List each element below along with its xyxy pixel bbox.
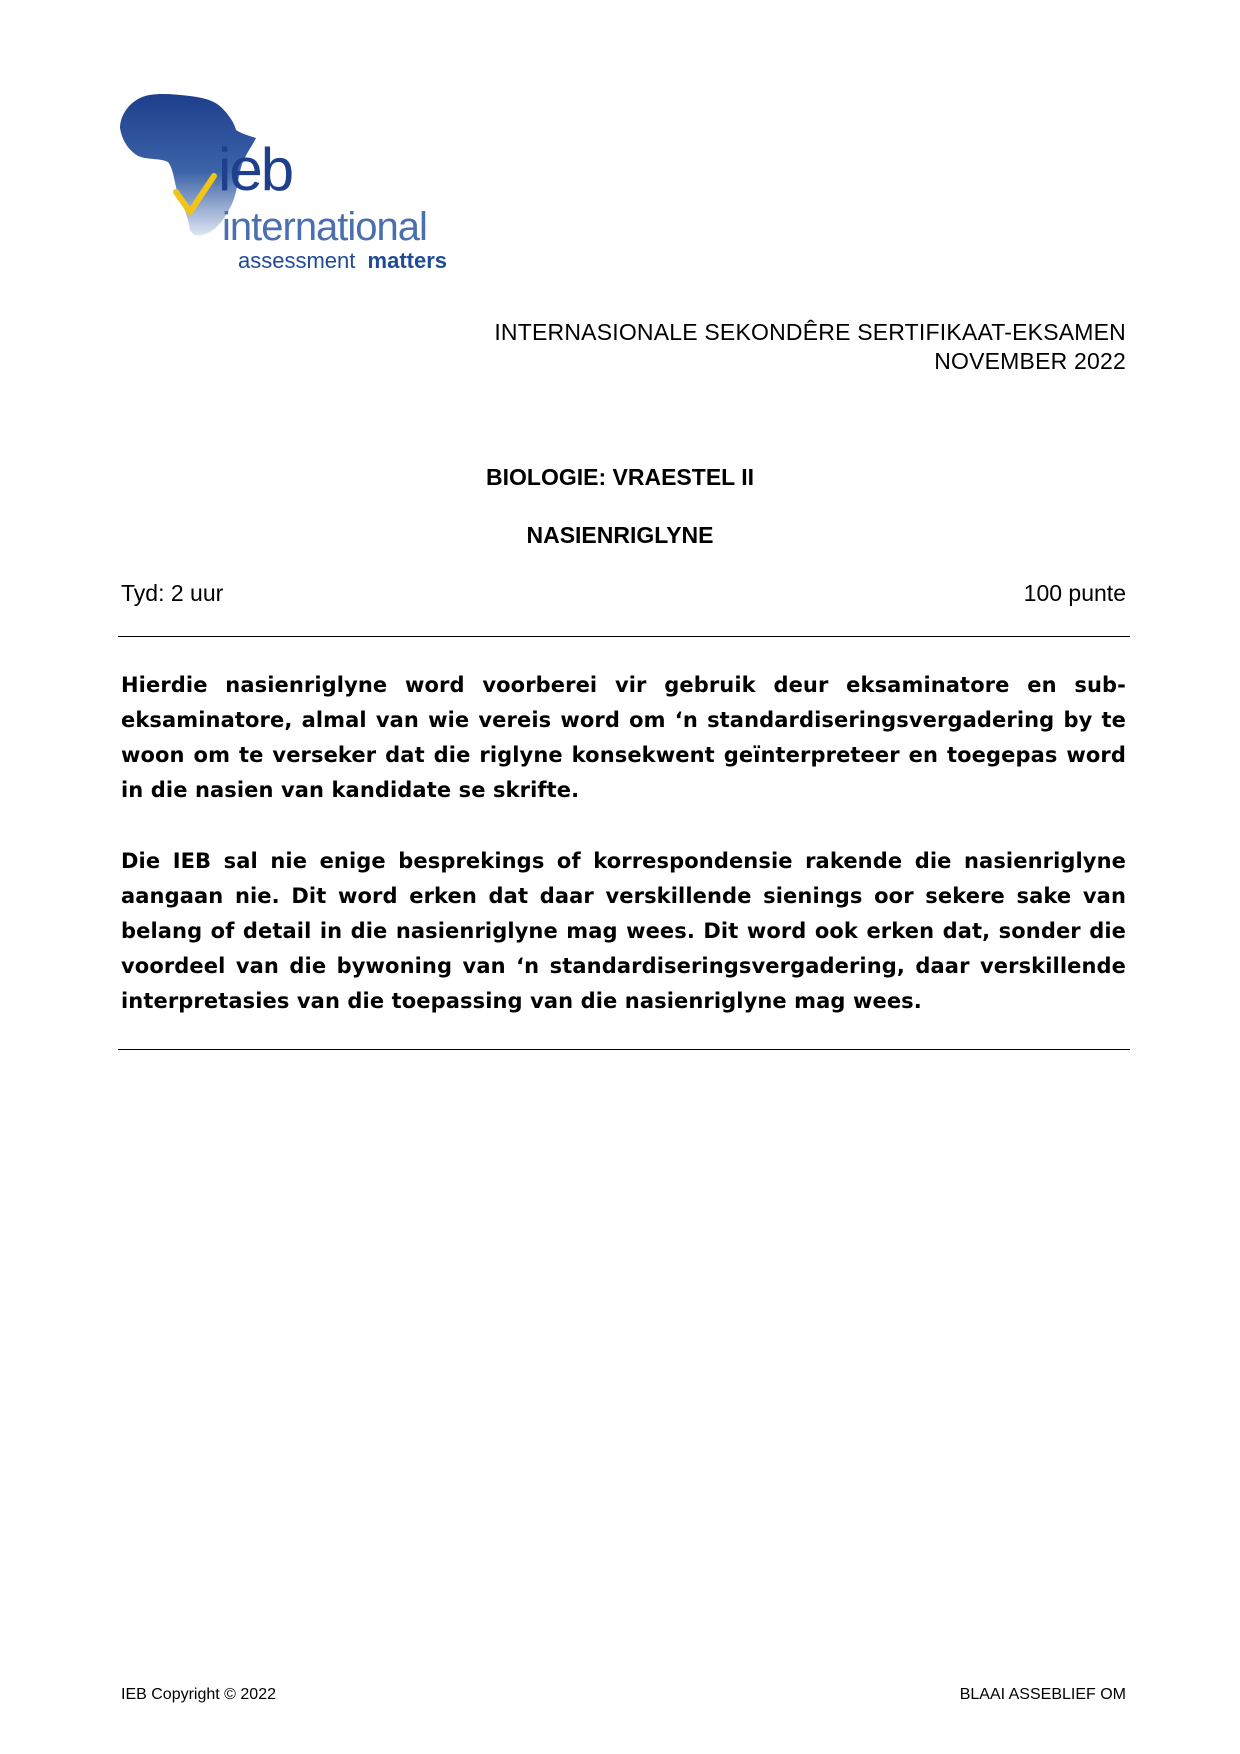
- svg-text:international: international: [222, 205, 427, 249]
- top-divider: [118, 636, 1130, 637]
- exam-header: [494, 318, 1126, 376]
- subject-title: BIOLOGIE: VRAESTEL II: [486, 464, 754, 490]
- total-marks: 100 punte: [1023, 580, 1126, 606]
- svg-text:ieb: ieb: [218, 136, 293, 203]
- document-type-title: NASIENRIGLYNE: [526, 522, 714, 548]
- instructions-paragraph-1: Hierdie nasienriglyne word voorberei vir gebruik deur eksaminatore en sub-eksaminatore, almal van wie vereis word om ‘n standardiseringsvergadering by te woon om te verseker dat die riglyne konsekwent geïnterpreteer en toegepas word in die nasien van kandidate se skrifte.: [121, 673, 1126, 802]
- footer-turn-page: BLAAI ASSEBLIEF OM: [959, 1686, 1126, 1703]
- exam-name: INTERNASIONALE SEKONDÊRE SERTIFIKAAT-EKSAMEN: [494, 319, 1126, 345]
- exam-date: NOVEMBER 2022: [934, 348, 1126, 374]
- instructions-paragraph-2: Die IEB sal nie enige besprekings of korrespondensie rakende die nasienriglyne aangaan nie. Dit word erken dat daar verskillende sienings oor sekere sake van belang of detail in die nasienriglyne mag wees. Dit word ook erken dat, sonder die voordeel van die bywoning van ‘n standardiseringsvergadering, daar verskillende interpretasies van die toepassing van die nasienriglyne mag wees.: [121, 849, 1126, 1013]
- ieb-international-logo: [118, 92, 478, 282]
- time-allowed: Tyd: 2 uur: [121, 580, 224, 606]
- svg-text:assessment matters: assessment matters: [238, 248, 447, 273]
- footer-copyright: IEB Copyright © 2022: [121, 1686, 276, 1703]
- bottom-divider: [118, 1049, 1130, 1050]
